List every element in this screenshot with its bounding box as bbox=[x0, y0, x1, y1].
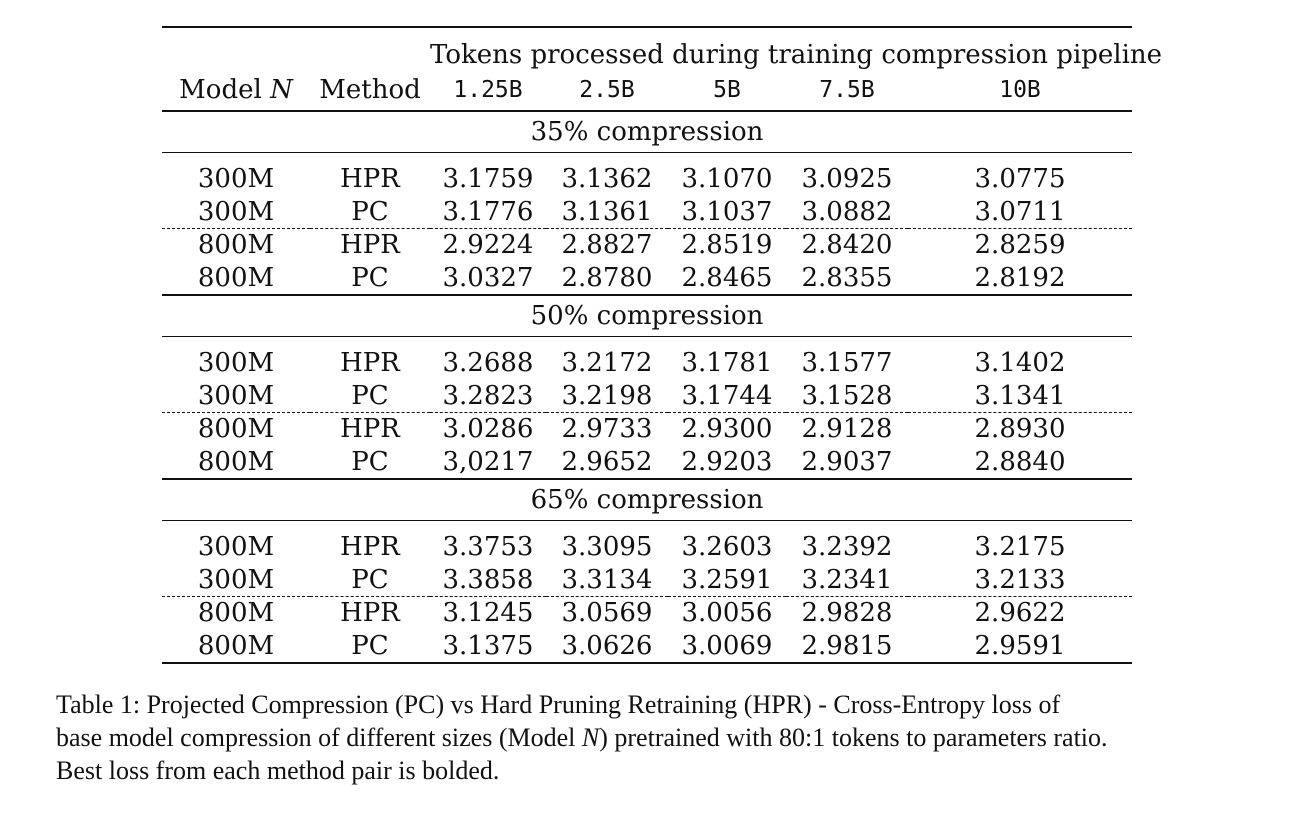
cell-loss-value: 3.1577 bbox=[801, 348, 893, 379]
table-row bbox=[162, 446, 1132, 480]
cell-loss-value: 3.0925 bbox=[801, 164, 893, 195]
cell-loss-value: 3.0882 bbox=[801, 196, 893, 227]
cell-loss-value: 3.0569 bbox=[546, 597, 668, 630]
cell-loss-value: 2.9037 bbox=[801, 446, 893, 477]
table-row bbox=[162, 153, 1132, 196]
cell-loss-value: 3.2392 bbox=[801, 532, 893, 563]
cell-loss-value: 2.8827 bbox=[546, 229, 668, 262]
cell-model: 800M bbox=[197, 446, 275, 477]
cell-loss-value: 2.8465 bbox=[681, 262, 773, 293]
cell-model: 800M bbox=[162, 229, 310, 262]
cell-loss-value: 3.2172 bbox=[561, 348, 653, 379]
cell-loss-value: 3.2688 bbox=[442, 348, 534, 379]
header-row-columns bbox=[162, 70, 1132, 111]
table-row bbox=[162, 564, 1132, 597]
cell-model: 300M bbox=[197, 380, 275, 411]
table-row bbox=[162, 380, 1132, 413]
cell-loss-value: 2.8259 bbox=[908, 229, 1132, 262]
cell-loss-value: 3.1245 bbox=[430, 597, 546, 630]
results-table-container bbox=[162, 26, 1163, 664]
cell-model: 800M bbox=[197, 262, 275, 293]
cell-model: 800M bbox=[162, 413, 310, 446]
cell-loss-value: 3.1375 bbox=[442, 630, 534, 661]
table-row bbox=[162, 597, 1132, 630]
cell-loss-value: 2.9591 bbox=[974, 630, 1066, 661]
caption-line-2 bbox=[56, 721, 1256, 754]
col-header-tokens-1: 1.25B bbox=[453, 76, 523, 103]
header-row-tokens bbox=[162, 27, 1132, 70]
cell-method: HPR bbox=[310, 229, 430, 262]
cell-loss-value: 3.2341 bbox=[801, 564, 893, 595]
cell-loss-value: 3.1362 bbox=[561, 164, 653, 195]
table-row bbox=[162, 196, 1132, 229]
cell-loss-value: 2.8420 bbox=[786, 229, 908, 262]
cell-loss-value: 3.1070 bbox=[681, 164, 773, 195]
cell-loss-value: 3.0069 bbox=[681, 630, 773, 661]
cell-loss-value: 2.8840 bbox=[974, 446, 1066, 477]
cell-loss-value: 3.0775 bbox=[974, 164, 1066, 195]
cell-loss-value: 2.8780 bbox=[561, 262, 653, 293]
table-caption bbox=[56, 688, 1256, 787]
cell-loss-value: 3.2603 bbox=[681, 532, 773, 563]
table-row bbox=[162, 229, 1132, 262]
cell-model: 300M bbox=[197, 348, 275, 379]
cell-method: HPR bbox=[340, 348, 400, 379]
cell-loss-value: 2.8355 bbox=[801, 262, 893, 293]
cell-loss-value: 2.8930 bbox=[908, 413, 1132, 446]
cell-loss-value: 2.9622 bbox=[908, 597, 1132, 630]
section-label: 65% compression bbox=[530, 485, 764, 515]
col-header-tokens-2: 2.5B bbox=[579, 76, 635, 103]
col-header-tokens-3: 5B bbox=[713, 76, 741, 103]
cell-loss-value: 3,0217 bbox=[442, 446, 534, 477]
cell-loss-value: 3.2823 bbox=[442, 380, 534, 411]
cell-loss-value: 3.1781 bbox=[681, 348, 773, 379]
cell-loss-value: 2.8192 bbox=[974, 262, 1066, 293]
table-row bbox=[162, 630, 1132, 664]
cell-loss-value: 3.1402 bbox=[974, 348, 1066, 379]
cell-model: 800M bbox=[197, 630, 275, 661]
cell-loss-value: 2.8519 bbox=[668, 229, 786, 262]
col-header-tokens-4: 7.5B bbox=[819, 76, 875, 103]
results-table bbox=[162, 26, 1163, 664]
cell-method: PC bbox=[351, 380, 389, 411]
table-row bbox=[162, 521, 1132, 564]
cell-loss-value: 3.3858 bbox=[442, 564, 534, 595]
cell-method: PC bbox=[351, 446, 389, 477]
cell-loss-value: 3.1759 bbox=[442, 164, 534, 195]
results-table-body bbox=[162, 111, 1132, 663]
cell-loss-value: 3.0626 bbox=[561, 630, 653, 661]
cell-loss-value: 3.1361 bbox=[561, 196, 653, 227]
table-row bbox=[162, 262, 1132, 296]
cell-model: 300M bbox=[197, 196, 275, 227]
table-row bbox=[162, 413, 1132, 446]
table-row bbox=[162, 337, 1132, 380]
cell-loss-value: 2.9733 bbox=[546, 413, 668, 446]
col-header-method: Method bbox=[319, 75, 421, 105]
cell-loss-value: 2.9652 bbox=[561, 446, 653, 477]
cell-model: 300M bbox=[197, 564, 275, 595]
section-header-row bbox=[162, 479, 1132, 521]
cell-model: 800M bbox=[162, 597, 310, 630]
cell-loss-value: 3.1037 bbox=[681, 196, 773, 227]
cell-method: HPR bbox=[310, 413, 430, 446]
col-header-tokens-5: 10B bbox=[999, 76, 1041, 103]
caption-line-3: Best loss from each method pair is bolded. bbox=[56, 756, 500, 785]
cell-method: HPR bbox=[340, 532, 400, 563]
cell-method: PC bbox=[351, 564, 389, 595]
cell-model: 300M bbox=[197, 532, 275, 563]
cell-loss-value: 2.9203 bbox=[681, 446, 773, 477]
cell-method: PC bbox=[351, 196, 389, 227]
section-label: 50% compression bbox=[530, 301, 764, 331]
caption-line-2-var: N bbox=[581, 723, 600, 752]
cell-method: HPR bbox=[340, 164, 400, 195]
header-empty-cell bbox=[162, 27, 310, 70]
cell-loss-value: 2.9128 bbox=[786, 413, 908, 446]
cell-loss-value: 3.2198 bbox=[561, 380, 653, 411]
cell-method: HPR bbox=[310, 597, 430, 630]
cell-loss-value: 3.0286 bbox=[430, 413, 546, 446]
header-empty-cell bbox=[310, 27, 430, 70]
cell-loss-value: 3.0056 bbox=[668, 597, 786, 630]
cell-model: 300M bbox=[197, 164, 275, 195]
cell-method: PC bbox=[351, 262, 389, 293]
cell-loss-value: 3.3753 bbox=[442, 532, 534, 563]
cell-loss-value: 2.9300 bbox=[668, 413, 786, 446]
tokens-header: Tokens processed during training compression pipeline bbox=[430, 40, 1163, 70]
caption-line-1: Table 1: Projected Compression (PC) vs Hard Pruning Retraining (HPR) - Cross-Entropy loss of bbox=[56, 690, 1061, 719]
cell-loss-value: 3.2133 bbox=[974, 564, 1066, 595]
cell-loss-value: 3.2175 bbox=[974, 532, 1066, 563]
col-header-model-text: Model bbox=[179, 75, 271, 105]
cell-loss-value: 3.0327 bbox=[442, 262, 534, 293]
section-label: 35% compression bbox=[530, 117, 764, 147]
cell-loss-value: 3.3095 bbox=[561, 532, 653, 563]
col-header-model-var: N bbox=[270, 75, 293, 105]
col-header-model bbox=[162, 70, 310, 111]
cell-loss-value: 3.3134 bbox=[561, 564, 653, 595]
cell-loss-value: 3.1776 bbox=[442, 196, 534, 227]
cell-loss-value: 2.9815 bbox=[801, 630, 893, 661]
cell-loss-value: 3.1528 bbox=[801, 380, 893, 411]
cell-loss-value: 2.9224 bbox=[430, 229, 546, 262]
cell-loss-value: 3.0711 bbox=[974, 196, 1066, 227]
cell-loss-value: 3.2591 bbox=[681, 564, 773, 595]
caption-line-2-pre: base model compression of different sizes (Model bbox=[56, 723, 582, 752]
section-header-row bbox=[162, 295, 1132, 337]
cell-loss-value: 2.9828 bbox=[786, 597, 908, 630]
cell-loss-value: 3.1744 bbox=[681, 380, 773, 411]
section-header-row bbox=[162, 111, 1132, 153]
cell-method: PC bbox=[351, 630, 389, 661]
cell-loss-value: 3.1341 bbox=[974, 380, 1066, 411]
caption-line-2-post: ) pretrained with 80:1 tokens to parameters ratio. bbox=[599, 723, 1108, 752]
